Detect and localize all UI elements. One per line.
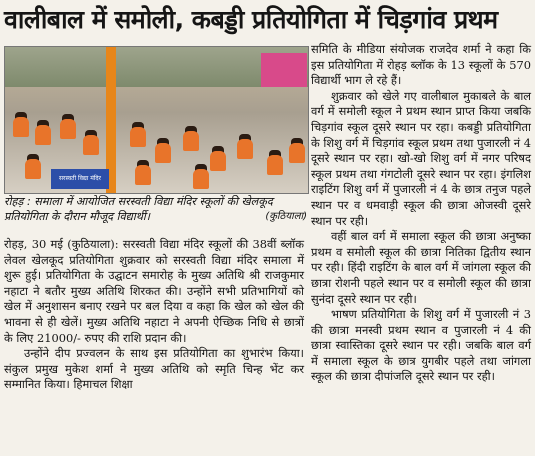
photo-student <box>130 127 146 147</box>
article-paragraph: समिति के मीडिया संयोजक राजदेव शर्मा ने कहा कि इस प्रतियोगिता में रोहड़ ब्लॉक के 13 स्कूलों के 570 विद्यार्थी भाग ले रहे हैं। <box>311 42 531 88</box>
caption-text: रोहड़ : समाला में आयोजित सरस्वती विद्या मंदिर स्कूलों की खेलकूद प्रतियोगिता के दौरान मौजूद विद्यार्थी। <box>4 195 273 223</box>
news-photo <box>4 46 309 194</box>
article-paragraph: वहीं बाल वर्ग में समाला स्कूल की छात्रा अनुष्का प्रथम व समोली स्कूल की छात्रा नितिका द्वितीय स्थान पर रही। हिंदी राइटिंग के बाल वर्ग में जांगला स्कूल की छात्रा रोशनी पहले स्थान पर व समोली स्कूल की छात्रा सुनंदा दूसरे स्थान पर रही। <box>311 229 531 306</box>
article-paragraph: शुक्रवार को खेले गए वालीबाल मुकाबले के बाल वर्ग में समोली स्कूल ने प्रथम स्थान प्राप्त किया जबकि चिड़गांव स्कूल दूसरे स्थान पर रहा। कबड्डी प्रतियोगिता के शिशु वर्ग में चिड़गांव स्कूल प्रथम तथा पुजारली नं 4 दूसरे स्थान पर रहा। खो-खो शिशु वर्ग में नगर परिषद स्कूल प्रथम तथा गंगटोली दूसरे स्थान पर रहा। इंगलिश राइटिंग शिशु वर्ग में पुजारली नं 4 के छात्र तनुज पहले स्थान पर व धमवाड़ी स्कूल की छात्रा ओजस्वी दूसरे स्थान पर रही। <box>311 88 531 228</box>
photo-student <box>237 139 253 159</box>
photo-credit: (कुठियाला) <box>265 211 307 222</box>
photo-student <box>60 119 76 139</box>
photo-student <box>135 165 151 185</box>
photo-student <box>155 143 171 163</box>
photo-student <box>183 131 199 151</box>
photo-student <box>210 151 226 171</box>
photo-student <box>83 135 99 155</box>
photo-student <box>193 169 209 189</box>
photo-student <box>25 159 41 179</box>
photo-student <box>35 125 51 145</box>
article-paragraph: उन्होंने दीप प्रज्वलन के साथ इस प्रतियोगिता का शुभारंभ किया। संकुल प्रमुख मुकेश शर्मा ने मुख्य अतिथि को स्मृति चिन्ह भेंट कर सम्मानित किया। हिमाचल शिक्षा <box>4 346 304 392</box>
photo-student <box>267 155 283 175</box>
photo-banner: सरस्वती विद्या मंदिर <box>51 169 109 189</box>
article-paragraph: रोहड़, 30 मई (कुठियाला): सरस्वती विद्या मंदिर स्कूलों की 38वीं ब्लॉक लेवल खेलकूद प्रतियोगिता शुक्रवार को सरस्वती विद्या मंदिर समाला में शुरू हुई। प्रतियोगिता के उद्घाटन समारोह के मुख्य अतिथि श्री राजकुमार नहाटा ने बतौर मुख्य अतिथि शिरकत की। उन्होंने सभी प्रतिभागियों को खेल में अनुशासन बनाए रखने पर बल दिया व कहा कि खेल को खेल की भावना से ही खेलें। मुख्य अतिथि नहाटा ने अपनी ऐच्छिक निधि से छात्रों के लिए 21000/- रुपए की राशि प्रदान की। <box>4 237 304 345</box>
photo-student <box>13 117 29 137</box>
article-column-right <box>311 42 531 385</box>
article-paragraph: भाषण प्रतियोगिता के शिशु वर्ग में पुजारली नं 3 की छात्रा मनस्वी प्रथम स्थान व पुजारली नं 4 की छात्रा स्वास्तिका दूसरे स्थान पर रही। जबकि बाल वर्ग में समाला स्कूल के छात्र युगबीर पहले तथा जांगला स्कूल की छात्रा दीपांजलि दूसरे स्थान पर रही। <box>311 307 531 384</box>
photo-student <box>289 143 305 163</box>
photo-stage-tent <box>261 53 307 87</box>
headline: वालीबाल में समोली, कबड्डी प्रतियोगिता में चिड़गांव प्रथम <box>4 5 498 34</box>
photo-caption <box>4 194 307 224</box>
article-column-left <box>4 237 304 393</box>
